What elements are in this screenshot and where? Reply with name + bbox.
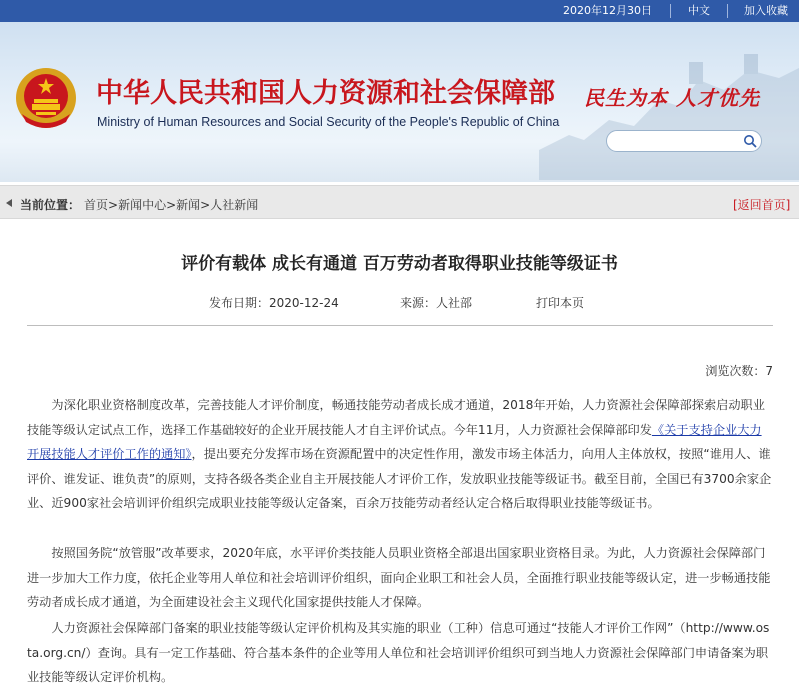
notice-link[interactable]: 《关于支持企业大力开展技能人才评价工作的通知》 — [27, 422, 762, 461]
slogan: 民生为本 人才优先 — [584, 86, 760, 110]
search-icon[interactable] — [743, 134, 757, 148]
search-box — [606, 130, 762, 152]
search-input[interactable] — [617, 133, 737, 149]
print-link[interactable]: 打印本页 — [536, 296, 585, 310]
divider — [670, 4, 671, 18]
breadcrumb-separator: > — [166, 198, 177, 212]
publish-date: 发布日期：2020-12-24 — [209, 296, 339, 310]
great-wall-background — [539, 40, 799, 180]
breadcrumb-path — [84, 196, 258, 213]
current-date: 2020年12月30日 — [563, 4, 652, 17]
national-emblem-icon — [14, 66, 78, 130]
breadcrumb-item-hrss-news[interactable]: 人社新闻 — [210, 198, 259, 212]
article-paragraph — [27, 393, 773, 516]
triangle-left-icon — [6, 199, 12, 207]
language-link[interactable]: 中文 — [688, 4, 710, 17]
view-count: 浏览次数：7 — [705, 364, 773, 378]
article-source: 来源：人社部 — [400, 296, 473, 310]
breadcrumb-label: 当前位置： — [20, 198, 81, 212]
breadcrumb-separator: > — [200, 198, 211, 212]
paragraph-text: 为深化职业资格制度改革，完善技能人才评价制度，畅通技能劳动者成长成才通道，2018年开始，人力资源社会保障部探索启动职业技能等级认定试点工作，选择工作基础较好的企业开展技能人才自主评价试点。今年11月，人力资源社会保障部印发 — [27, 398, 765, 437]
breadcrumb — [0, 185, 799, 219]
paragraph-text: ，提出要充分发挥市场在资源配置中的决定性作用，激发市场主体活力，向用人主体放权，按照“谁用人、谁评价、谁发证、谁负责”的原则，支持各级各类企业自主开展技能人才评价工作，发放职业技能等级证书。截至目前，全国已有3700余家企业、近900家社会培训评价组织完成职业技能等级认定备案，百余万技能劳动者经认定合格后取得职业技能等级证书。 — [27, 447, 772, 510]
breadcrumb-item-home[interactable]: 首页 — [84, 198, 109, 212]
article-paragraph: 按照国务院“放管服”改革要求，2020年底，水平评价类技能人员职业资格全部退出国家职业资格目录。为此，人力资源社会保障部门进一步加大工作力度，依托企业等用人单位和社会培训评价组织，面向企业职工和社会人员，全面推行职业技能等级认定，进一步畅通技能劳动者成长成才通道，为全面建设社会主义现代化国家提供技能人才保障。 — [27, 546, 771, 609]
breadcrumb-item-news[interactable]: 新闻 — [176, 198, 201, 212]
divider — [727, 4, 728, 18]
back-home-link[interactable]: [返回首页] — [733, 198, 791, 212]
breadcrumb-separator: > — [108, 198, 119, 212]
add-favorite-link[interactable]: 加入收藏 — [744, 4, 788, 17]
site-title-english: Ministry of Human Resources and Social Security of the People's Republic of China — [97, 115, 560, 129]
divider — [27, 325, 773, 326]
article-title: 评价有载体 成长有通道 百万劳动者取得职业技能等级证书 — [181, 254, 618, 274]
article-paragraph: 人力资源社会保障部门备案的职业技能等级认定评价机构及其实施的职业（工种）信息可通过“技能人才评价工作网”（http://www.osta.org.cn/）查询。具有一定工作基础、符合基本条件的企业等用人单位和社会培训评价组织可到当地人力资源社会保障部门申请备案为职业技能等级认定评价机构。 — [27, 621, 770, 684]
site-title: 中华人民共和国人力资源和社会保障部 — [96, 78, 555, 109]
breadcrumb-item-news-center[interactable]: 新闻中心 — [118, 198, 167, 212]
site-header — [0, 22, 799, 182]
top-bar — [0, 0, 799, 22]
